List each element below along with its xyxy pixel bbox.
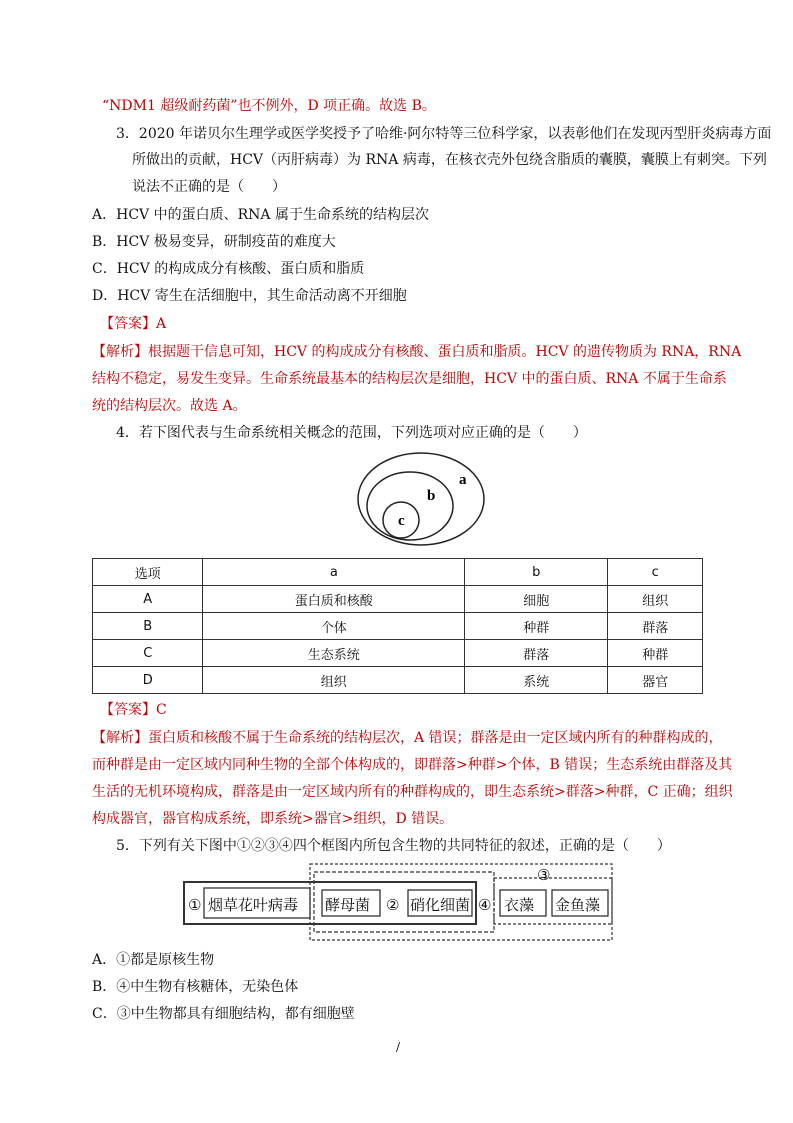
venn-circle-a xyxy=(358,453,484,545)
box-marker-4: ④ xyxy=(478,896,492,914)
table-cell: 组织 xyxy=(608,586,703,613)
table-cell: 群落 xyxy=(465,640,608,667)
venn-label-a: a xyxy=(459,472,467,488)
question-3-explanation-3: 统的结构层次。故选 A。 xyxy=(92,398,247,414)
question-3-stem-1: 3．2020 年诺贝尔生理学或医学奖授予了哈维·阿尔特等三位科学家，以表彰他们在发现丙型肝炎病毒方面 xyxy=(116,126,772,142)
question-4-explanation-1: 【解析】蛋白质和核酸不属于生命系统的结构层次，A 错误；群落是由一定区域内所有的种群构成的， xyxy=(92,730,723,746)
table-cell: 种群 xyxy=(465,613,608,640)
box-marker-1: ① xyxy=(188,896,202,914)
question-3-option-b: B．HCV 极易变异，研制疫苗的难度大 xyxy=(92,234,336,250)
box-item-chlamydomonas: 衣藻 xyxy=(504,896,535,914)
table-cell: 生态系统 xyxy=(203,640,465,667)
table-header-cell: b xyxy=(465,559,608,586)
question-3-answer: 【答案】A xyxy=(100,316,167,332)
question-3-option-c: C．HCV 的构成成分有核酸、蛋白质和脂质 xyxy=(92,261,365,277)
question-5-option-b: B．④中生物有核糖体，无染色体 xyxy=(92,979,299,995)
question-5-option-a: A．①都是原核生物 xyxy=(92,952,215,968)
question-4-explanation-3: 生活的无机环境构成，群落是由一定区域内所有的种群构成的，即生态系统>群落>种群，C 正确；组织 xyxy=(92,784,733,800)
table-row xyxy=(93,613,703,640)
question-3-option-a: A．HCV 中的蛋白质、RNA 属于生命系统的结构层次 xyxy=(92,207,429,223)
question-4-explanation-4: 构成器官，器官构成系统，即系统>器官>组织，D 错误。 xyxy=(92,811,454,827)
venn-circle-b xyxy=(367,472,453,540)
venn-label-c: c xyxy=(398,513,405,529)
box-marker-3: ③ xyxy=(537,866,551,884)
table-cell: 蛋白质和核酸 xyxy=(203,586,465,613)
table-cell: 细胞 xyxy=(465,586,608,613)
question-4-explanation-2: 而种群是由一定区域内同种生物的全部个体构成的，即群落>种群>个体，B 错误；生态系统由群落及其 xyxy=(92,757,733,773)
box-item-hornwort: 金鱼藻 xyxy=(555,896,601,914)
table-cell: B xyxy=(93,613,203,640)
line-prev-answer: “NDM1 超级耐药菌”也不例外，D 项正确。故选 B。 xyxy=(102,98,436,114)
table-cell: D xyxy=(93,667,203,694)
table-cell: 器官 xyxy=(608,667,703,694)
box-item-yeast: 酵母菌 xyxy=(325,896,371,914)
table-cell: C xyxy=(93,640,203,667)
table-header-cell: c xyxy=(608,559,703,586)
question-4-stem: 4．若下图代表与生命系统相关概念的范围，下列选项对应正确的是（ ） xyxy=(116,425,587,441)
table-header-cell: 选项 xyxy=(93,559,203,586)
table-cell: 系统 xyxy=(465,667,608,694)
question-3-option-d: D．HCV 寄生在活细胞中，其生命活动离不开细胞 xyxy=(92,288,407,304)
organism-box-diagram xyxy=(182,860,618,942)
question-5-stem: 5．下列有关下图中①②③④四个框图内所包含生物的共同特征的叙述，正确的是（ ） xyxy=(116,838,671,854)
options-table xyxy=(92,558,703,694)
question-3-explanation-1: 【解析】根据题干信息可知，HCV 的构成成分有核酸、蛋白质和脂质。HCV 的遗传物质为 RNA，RNA xyxy=(92,344,742,360)
table-cell: 个体 xyxy=(203,613,465,640)
box-item-tobacco-mosaic-virus: 烟草花叶病毒 xyxy=(208,896,299,914)
question-3-stem-2: 所做出的贡献，HCV（丙肝病毒）为 RNA 病毒，在核衣壳外包绕含脂质的囊膜，囊膜上有刺突。下列 xyxy=(132,152,767,168)
box-marker-2: ② xyxy=(386,896,400,914)
table-cell: 种群 xyxy=(608,640,703,667)
venn-label-b: b xyxy=(427,488,436,504)
question-5-option-c: C．③中生物都具有细胞结构，都有细胞壁 xyxy=(92,1006,355,1022)
box-item-nitrifying-bacteria: 硝化细菌 xyxy=(410,896,471,914)
table-row xyxy=(93,586,703,613)
venn-diagram xyxy=(355,448,490,548)
question-3-explanation-2: 结构不稳定，易发生变异。生命系统最基本的结构层次是细胞，HCV 中的蛋白质、RNA 不属于生命系 xyxy=(92,371,727,387)
table-header-row xyxy=(93,559,703,586)
table-row xyxy=(93,640,703,667)
table-row xyxy=(93,667,703,694)
page-number: / xyxy=(396,1040,401,1054)
table-header-cell: a xyxy=(203,559,465,586)
table-cell: 群落 xyxy=(608,613,703,640)
table-cell: A xyxy=(93,586,203,613)
question-3-stem-3: 说法不正确的是（ ） xyxy=(132,179,286,195)
question-4-answer: 【答案】C xyxy=(100,702,167,718)
table-cell: 组织 xyxy=(203,667,465,694)
